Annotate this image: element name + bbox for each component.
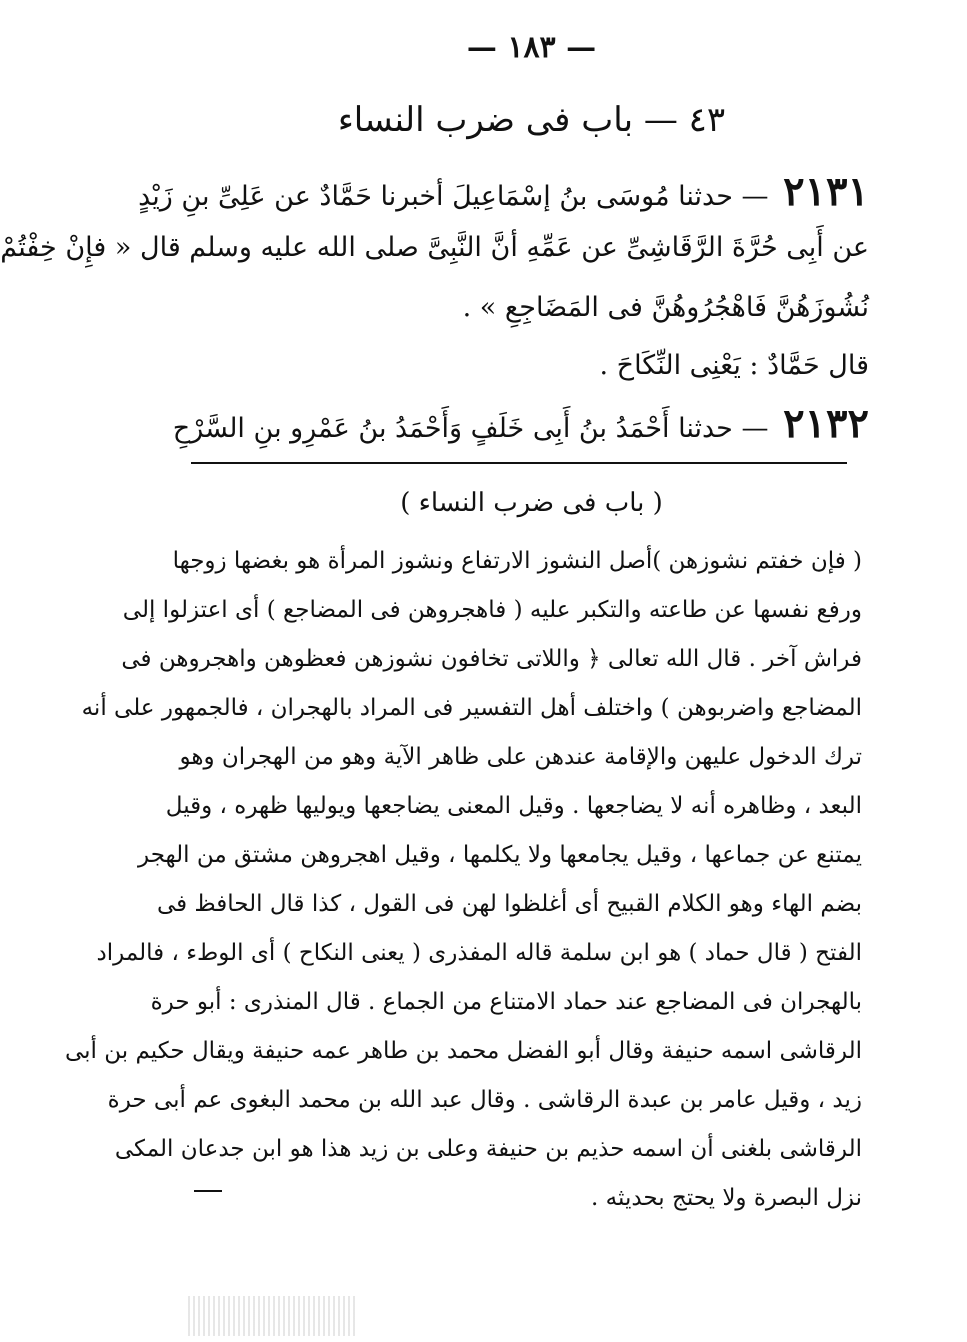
page-number: — ١٨٣ — bbox=[466, 30, 597, 65]
commentary-line: يمتنع عن جماعها ، وقيل يجامعها ولا يكلمها ، وقيل اهجروهن مشتق من الهجر bbox=[138, 842, 862, 868]
commentary-line: زيد ، وقيل عامر بن عبدة الرقاشى . وقال عبد الله بن محمد البغوى عم أبى حرة bbox=[107, 1087, 862, 1113]
hadith-2131-line-4: قال حَمَّادٌ : يَعْنِى النِّكَاحَ . bbox=[599, 350, 869, 381]
scan-noise bbox=[188, 1296, 358, 1336]
commentary-line: نزل البصرة ولا يحتج بحديثه . bbox=[591, 1185, 862, 1211]
hadith-number: ٢١٣١ bbox=[783, 168, 869, 215]
commentary-line: فراش آخر . قال الله تعالى ﴿ واللاتى تخافون نشوزهن فعظوهن واهجروهن فى bbox=[121, 646, 862, 672]
hadith-number: ٢١٣٢ bbox=[783, 400, 869, 447]
commentary-heading: ( باب فى ضرب النساء ) bbox=[400, 488, 663, 518]
commentary-line: بالهجران فى المضاجع عند حماد الامتناع من الجماع . قال المنذرى : أبو حرة bbox=[150, 989, 862, 1015]
section-divider bbox=[191, 462, 847, 464]
commentary-line: بضم الهاء وهو الكلام القبيح أى أغلظوا لهن فى القول ، كذا قال الحافظ فى bbox=[156, 891, 862, 917]
commentary-line: المضاجع واضربوهن ) واختلف أهل التفسير فى المراد بالهجران ، فالجمهور على أنه bbox=[81, 695, 862, 721]
commentary-line: ورفع نفسها عن طاعته والتكبر عليه ( فاهجروهن فى المضاجع ) أى اعتزلوا إلى bbox=[122, 597, 862, 623]
hadith-2131-line-2: عن أَبِى حُرَّةَ الرَّقَاشِىِّ عن عَمِّهِ أنَّ النَّبِىَّ صلى الله عليه وسلم قال « فإِنْ خِفْتُمْ bbox=[0, 232, 869, 263]
hadith-text: — حدثنا مُوسَى بنُ إسْمَاعِيلَ أخبرنا حَمَّادٌ عن عَلِىِّ بنِ زَيْدٍ bbox=[138, 181, 769, 212]
hadith-text: — حدثنا أَحْمَدُ بنُ أَبِى خَلَفٍ وَأَحْمَدُ بنُ عَمْرِو بنِ السَّرْحِ bbox=[172, 413, 769, 444]
commentary-line: الرقاشى بلغنى أن اسمه حذيم بن حنيفة وعلى بن زيد هذا هو ابن جدعان المكى bbox=[114, 1136, 862, 1162]
commentary-line: الفتح ( قال حماد ) هو ابن سلمة قاله المفذرى ( يعنى النكاح ) أى الوطء ، فالمراد bbox=[96, 940, 862, 966]
hadith-2131-line-3: نُشُوزَهُنَّ فَاهْجُرُوهُنَّ فى المَضَاجِعِ » . bbox=[462, 292, 869, 323]
end-dash bbox=[194, 1190, 222, 1192]
commentary-line: البعد ، وظاهره أنه لا يضاجعها . وقيل المعنى يضاجعها ويوليها ظهره ، وقيل bbox=[165, 793, 862, 819]
commentary-line: ( فإن خفتم نشوزهن )أصل النشوز الارتفاع ونشوز المرأة هو بغضها زوجها bbox=[172, 548, 862, 574]
chapter-heading: ٤٣ — باب فى ضرب النساء bbox=[337, 100, 726, 140]
hadith-2131-line-1 bbox=[138, 168, 869, 215]
commentary-line: ترك الدخول عليهن والإقامة عندهن على ظاهر الآية وهو من الهجران وهو bbox=[179, 744, 862, 770]
commentary-line: الرقاشى اسمه حنيفة وقال أبو الفضل محمد بن طاهر عمه حنيفة ويقال حكيم بن أبى bbox=[64, 1038, 862, 1064]
hadith-2132-line-1 bbox=[172, 400, 869, 447]
